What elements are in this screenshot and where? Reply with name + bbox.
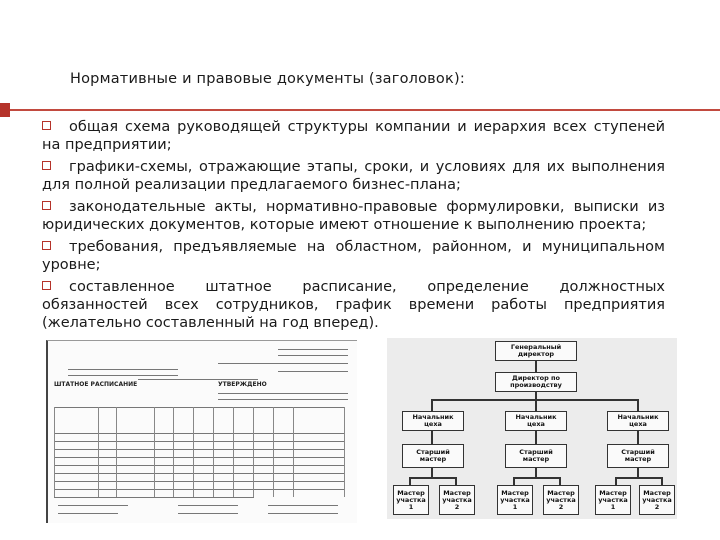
org-box-senior-master: Старший мастер: [505, 444, 567, 468]
list-item: составленное штатное расписание, определение должностных обязанностей всех сотрудников, график времени работы предприятия (желательно составленный на год вперед).: [42, 279, 665, 331]
slide-title: Нормативные и правовые документы (заголовок):: [70, 71, 465, 87]
list-item: общая схема руководящей структуры компании и иерархия всех ступеней на предприятии;: [42, 119, 665, 153]
org-box-senior-master: Старший мастер: [607, 444, 669, 468]
org-box-general-director: Генеральный директор: [495, 341, 577, 361]
org-box-production-director: Директор по производству: [495, 372, 577, 392]
square-bullet-icon: [42, 121, 51, 130]
org-chart-image: [387, 338, 677, 519]
list-item: графики-схемы, отражающие этапы, сроки, и условиях для их выполнения для полной реализации предлагаемого бизнес-плана;: [42, 159, 665, 193]
org-box-senior-master: Старший мастер: [402, 444, 464, 468]
org-box-shop-head: Начальник цеха: [607, 411, 669, 431]
accent-bar: [0, 103, 10, 117]
org-box-site-master: Мастер участка 2: [439, 485, 475, 515]
square-bullet-icon: [42, 281, 51, 290]
org-box-shop-head: Начальник цеха: [402, 411, 464, 431]
list-item: законодательные акты, нормативно-правовые формулировки, выписки из юридических документов, которые имеют отношение к выполнению проекта;: [42, 199, 665, 233]
accent-divider: [10, 109, 720, 111]
org-box-shop-head: Начальник цеха: [505, 411, 567, 431]
square-bullet-icon: [42, 241, 51, 250]
org-box-site-master: Мастер участка 1: [497, 485, 533, 515]
square-bullet-icon: [42, 201, 51, 210]
org-box-site-master: Мастер участка 1: [393, 485, 429, 515]
org-box-site-master: Мастер участка 2: [543, 485, 579, 515]
org-box-site-master: Мастер участка 1: [595, 485, 631, 515]
staffing-heading: ШТАТНОЕ РАСПИСАНИЕ: [54, 381, 138, 388]
org-box-site-master: Мастер участка 2: [639, 485, 675, 515]
list-item: требования, предъявляемые на областном, районном, и муниципальном уровне;: [42, 239, 665, 273]
square-bullet-icon: [42, 161, 51, 170]
bullet-list: [42, 118, 665, 336]
approved-label: УТВЕРЖДЕНО: [218, 381, 267, 388]
staffing-schedule-image: [46, 340, 357, 523]
